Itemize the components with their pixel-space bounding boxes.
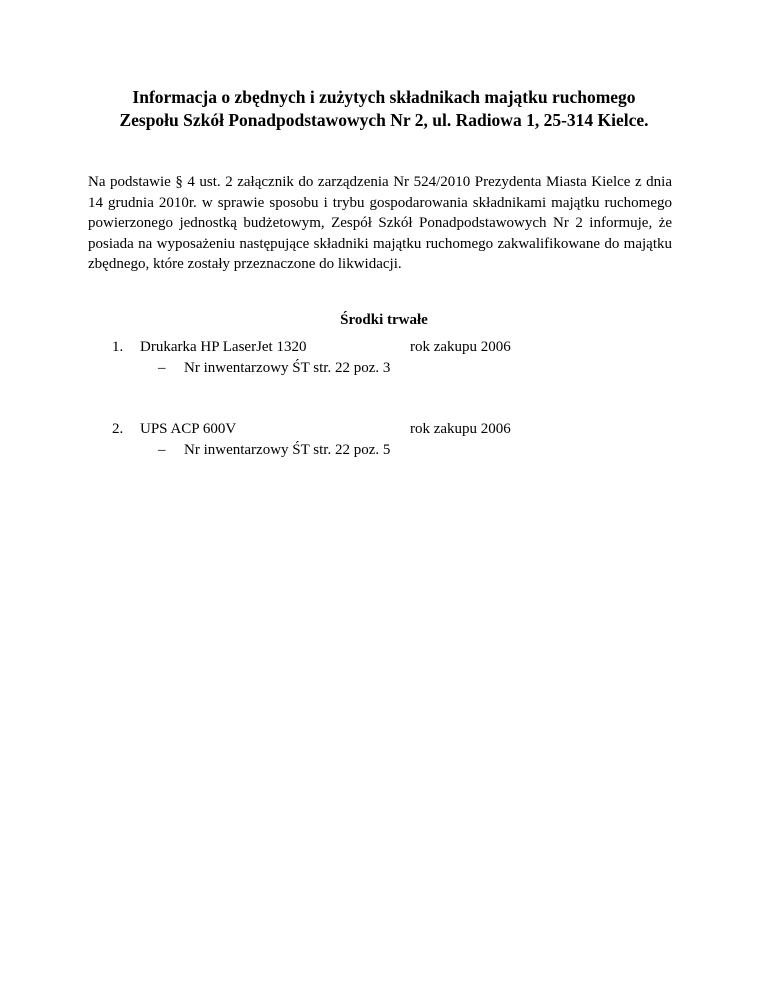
item-inventory-number: Nr inwentarzowy ŚT str. 22 poz. 3 — [184, 360, 391, 376]
item-purchase-year: rok zakupu 2006 — [410, 421, 511, 437]
item-name: UPS ACP 600V — [140, 421, 237, 437]
item-inventory-line — [112, 440, 672, 461]
item-dash: – — [158, 442, 166, 458]
document-title — [0, 86, 768, 132]
item-number: 1. — [112, 339, 124, 355]
item-inventory-number: Nr inwentarzowy ŚT str. 22 poz. 5 — [184, 442, 391, 458]
intro-paragraph: Na podstawie § 4 ust. 2 załącznik do zarządzenia Nr 524/2010 Prezydenta Miasta Kielce z dnia 14 grudnia 2010r. w sprawie sposobu i trybu gospodarowania składnikami majątku ruchomego powierzonego jednostką budżetowym, Zespół Szkół Ponadpodstawowych Nr 2 informuje, że posiada na wyposażeniu następujące składniki majątku ruchomego zakwalifikowane do majątku zbędnego, które zostały przeznaczone do likwidacji. — [88, 174, 672, 273]
item-name: Drukarka HP LaserJet 1320 — [140, 339, 307, 355]
list-item — [112, 419, 672, 461]
item-main-line — [112, 337, 672, 358]
item-purchase-year: rok zakupu 2006 — [410, 339, 511, 355]
item-dash: – — [158, 360, 166, 376]
list-item — [112, 337, 672, 379]
item-main-line — [112, 419, 672, 440]
item-inventory-line — [112, 358, 672, 379]
item-number: 2. — [112, 421, 124, 437]
document-title-line-1: Informacja o zbędnych i zużytych składnikach majątku ruchomego — [132, 87, 636, 107]
document-title-line-2: Zespołu Szkół Ponadpodstawowych Nr 2, ul. Radiowa 1, 25-314 Kielce. — [119, 110, 649, 130]
section-heading: Środki trwałe — [340, 312, 428, 328]
